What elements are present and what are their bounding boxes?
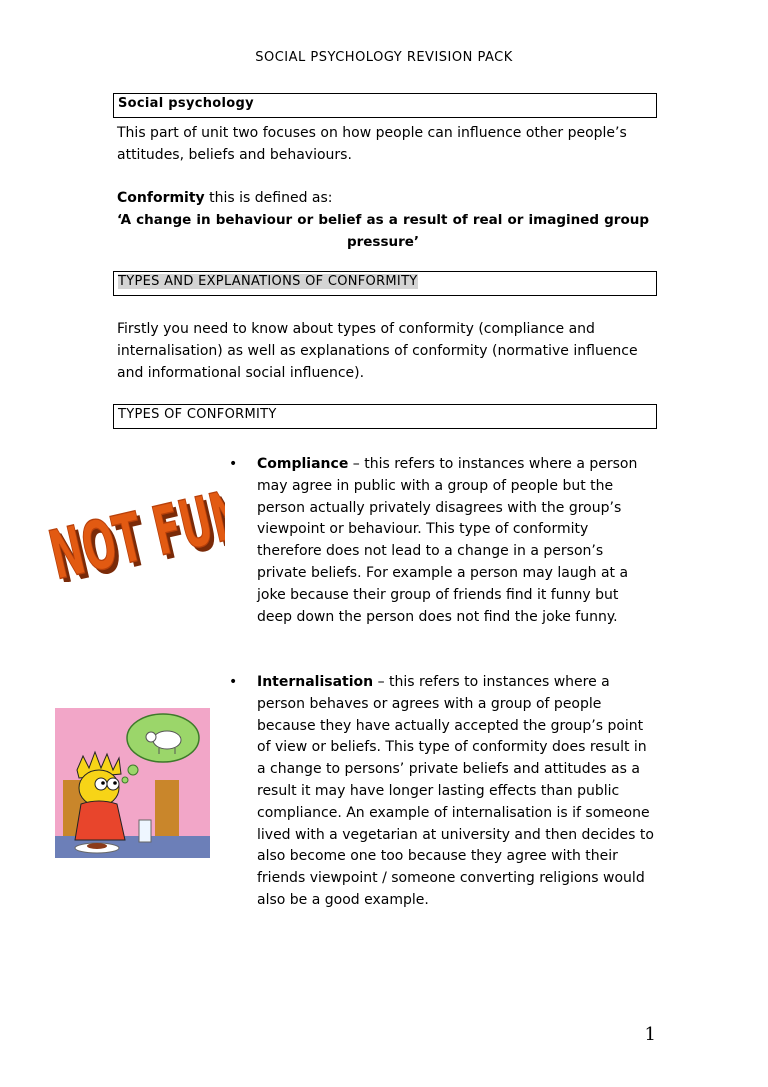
bullet-marker: • <box>229 456 238 472</box>
bullet-marker: • <box>229 674 238 690</box>
section-types-explanations-text: Firstly you need to know about types of conformity (compliance and internalisation) as well as explanations of conformity (normative influence and informational social influence). <box>117 321 638 381</box>
compliance-text: – this refers to instances where a person may agree in public with a group of people but the person actually privately disagrees with the group’s viewpoint or behaviour. This type of conformity therefore does not lead to a change in a person’s private beliefs. For example a person may laugh at a joke because their group of friends find it funny but deep down the person does not find the joke funny. <box>257 456 638 625</box>
internalisation-term: Internalisation <box>257 674 374 690</box>
compliance-term: Compliance <box>257 456 349 472</box>
compliance-paragraph <box>257 454 657 628</box>
intro-heading-box <box>113 93 657 118</box>
section-types-box <box>113 404 657 429</box>
intro-heading: Social psychology <box>118 96 254 111</box>
page-number: 1 <box>644 1024 656 1045</box>
svg-text:NOT FUNNY: NOT FUNNY <box>46 472 225 582</box>
svg-text:NOT FUNNY: NOT FUNNY <box>42 472 225 582</box>
section-types-heading: TYPES OF CONFORMITY <box>118 407 277 422</box>
conformity-definition-line <box>117 187 657 209</box>
internalisation-paragraph <box>257 672 657 912</box>
conformity-term: Conformity <box>117 190 205 206</box>
document-title: SOCIAL PSYCHOLOGY REVISION PACK <box>255 50 513 65</box>
section-types-explanations-box <box>113 271 657 296</box>
intro-text: This part of unit two focuses on how people can influence other people’s attitudes, beliefs and behaviours. <box>117 125 627 163</box>
lisa-vegetarian-cartoon-image <box>55 708 210 858</box>
section-types-explanations-heading: TYPES AND EXPLANATIONS OF CONFORMITY <box>118 274 418 289</box>
conformity-definition-quote: ‘A change in behaviour or belief as a result of real or imagined group pressure’ <box>117 212 649 250</box>
conformity-rest: this is defined as: <box>204 190 333 206</box>
internalisation-text: – this refers to instances where a person behaves or agrees with a group of people because they have actually accepted the group’s point of view or beliefs. This type of conformity does result in a change to persons’ private beliefs and attitudes as a result it may have longer lasting effects than public compliance. An example of internalisation is if someone lived with a vegetarian at university and then decides to also become one too because they agree with their friends viewpoint / someone converting religions would also be a good example. <box>257 674 654 908</box>
not-funny-wordart-image <box>40 472 225 582</box>
